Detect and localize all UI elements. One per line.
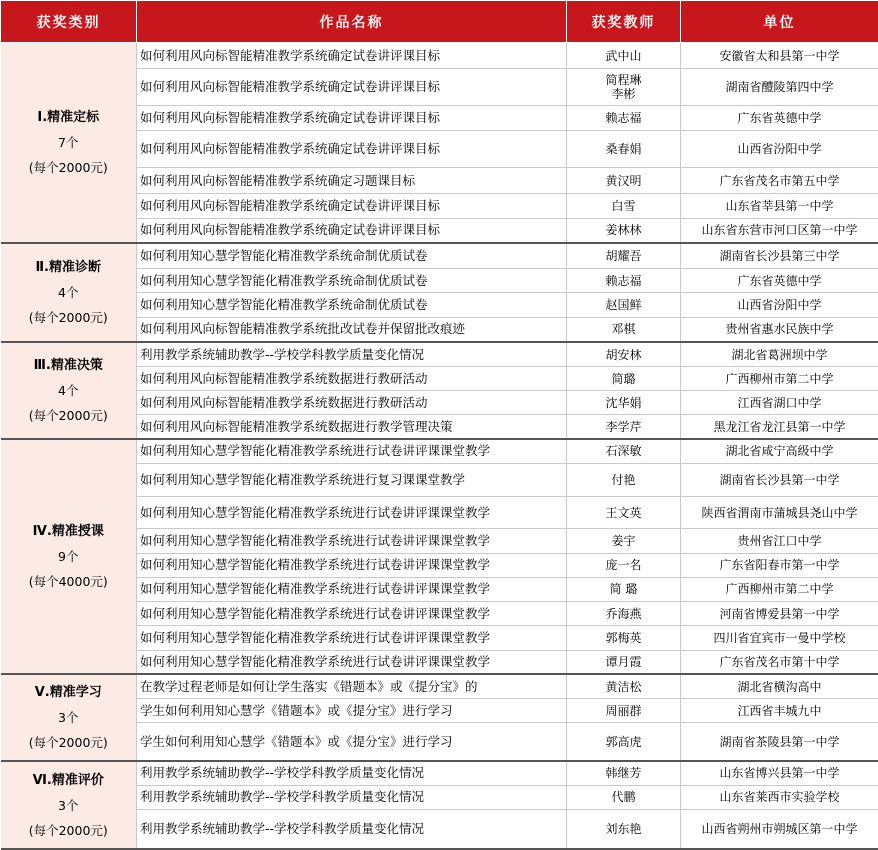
teacher-name: 黄汉明: [567, 168, 681, 194]
unit-name: 山东省莘县第一中学: [681, 194, 878, 218]
teacher-name: 桑春娟: [567, 130, 681, 167]
teacher-name-line: 简程琳: [605, 72, 642, 87]
teacher-name: 胡耀吾: [567, 243, 681, 268]
teacher-name: 武中山: [567, 43, 681, 69]
teacher-name: 庞一名: [567, 553, 681, 577]
unit-name: 湖南省长沙县第一中学: [681, 463, 878, 496]
work-title: 如何利用知心慧学智能化精准教学系统进行复习课课堂教学: [137, 463, 567, 496]
category-cell: [1, 243, 137, 342]
category-cell: [1, 761, 137, 849]
unit-name: 江西省丰城九中: [681, 698, 878, 722]
table-row: [1, 761, 878, 785]
unit-name: 江西省湖口中学: [681, 391, 878, 415]
unit-name: 广东省阳春市第一中学: [681, 553, 878, 577]
work-title: 如何利用风向标智能精准教学系统数据进行教学管理决策: [137, 415, 567, 439]
teacher-name: 沈华娟: [567, 391, 681, 415]
work-title: 利用教学系统辅助教学--学校学科教学质量变化情况: [137, 342, 567, 366]
unit-name: 广东省茂名市第五中学: [681, 168, 878, 194]
work-title: 学生如何利用知心慧学《错题本》或《提分宝》进行学习: [137, 723, 567, 761]
teacher-name: 黄洁松: [567, 674, 681, 698]
category-cell: [1, 342, 137, 439]
unit-name: 广西柳州市第二中学: [681, 577, 878, 601]
unit-name: 湖南省醴陵第四中学: [681, 69, 878, 105]
unit-name: 山西省汾阳中学: [681, 293, 878, 317]
category-prize: (每个2000元): [28, 822, 108, 838]
work-title: 如何利用知心慧学智能化精准教学系统进行试卷讲评课课堂教学: [137, 577, 567, 601]
category-cell: [1, 674, 137, 761]
category-count: 4个: [58, 285, 79, 301]
teacher-name: 王文英: [567, 497, 681, 529]
work-title: 利用教学系统辅助教学--学校学科教学质量变化情况: [137, 761, 567, 785]
category-prize: (每个2000元): [28, 310, 108, 326]
category-name: Ⅲ.精准决策: [33, 358, 103, 374]
work-title: 如何利用知心慧学智能化精准教学系统进行试卷讲评课课堂教学: [137, 553, 567, 577]
work-title: 如何利用知心慧学智能化精准教学系统进行试卷讲评课课堂教学: [137, 529, 567, 553]
unit-name: 广东省茂名市第十中学: [681, 650, 878, 674]
work-title: 如何利用知心慧学智能化精准教学系统命制优质试卷: [137, 269, 567, 293]
unit-name: 广东省英德中学: [681, 105, 878, 130]
unit-name: 山西省汾阳中学: [681, 130, 878, 167]
teacher-name: 胡安林: [567, 342, 681, 366]
work-title: 如何利用知心慧学智能化精准教学系统进行试卷讲评课课堂教学: [137, 439, 567, 463]
table-row: [1, 43, 878, 69]
work-title: 如何利用风向标智能精准教学系统确定试卷讲评课目标: [137, 43, 567, 69]
category-count: 4个: [58, 383, 79, 399]
work-title: 如何利用知心慧学智能化精准教学系统进行试卷讲评课课堂教学: [137, 626, 567, 650]
work-title: 在教学过程老师是如何让学生落实《错题本》或《提分宝》的: [137, 674, 567, 698]
unit-name: 湖南省茶陵县第一中学: [681, 723, 878, 761]
category-prize: (每个2000元): [28, 735, 108, 751]
table-row: [1, 439, 878, 463]
work-title: 如何利用风向标智能精准教学系统确定习题课目标: [137, 168, 567, 194]
teacher-name: [567, 69, 681, 105]
teacher-name: 姜林林: [567, 218, 681, 243]
category-name: Ⅵ.精准评价: [32, 772, 104, 788]
category-cell: [1, 439, 137, 674]
work-title: 如何利用风向标智能精准教学系统数据进行教研活动: [137, 366, 567, 390]
header-work: 作品名称: [137, 1, 567, 43]
teacher-name: 付艳: [567, 463, 681, 496]
table-body: [1, 43, 878, 850]
unit-name: 湖南省长沙县第三中学: [681, 243, 878, 268]
work-title: 利用教学系统辅助教学--学校学科教学质量变化情况: [137, 809, 567, 849]
teacher-name: 白雪: [567, 194, 681, 218]
category-prize: (每个4000元): [28, 574, 108, 590]
unit-name: 湖北省横沟高中: [681, 674, 878, 698]
category-count: 7个: [58, 135, 79, 151]
unit-name: 安徽省太和县第一中学: [681, 43, 878, 69]
table-row: [1, 243, 878, 268]
category-name: Ⅰ.精准定标: [37, 110, 100, 126]
header-teacher: 获奖教师: [567, 1, 681, 43]
teacher-name-line: 李彬: [611, 86, 636, 101]
work-title: 如何利用知心慧学智能化精准教学系统命制优质试卷: [137, 243, 567, 268]
teacher-name: 谭月霞: [567, 650, 681, 674]
category-prize: (每个2000元): [28, 408, 108, 424]
category-name: Ⅱ.精准诊断: [35, 260, 101, 276]
unit-name: 山东省莱西市实验学校: [681, 785, 878, 809]
teacher-name: 李学芹: [567, 415, 681, 439]
unit-name: 贵州省惠水民族中学: [681, 317, 878, 342]
work-title: 如何利用风向标智能精准教学系统确定试卷讲评课目标: [137, 218, 567, 243]
table-row: [1, 342, 878, 366]
work-title: 如何利用风向标智能精准教学系统数据进行教研活动: [137, 391, 567, 415]
teacher-name: 周丽群: [567, 698, 681, 722]
category-count: 9个: [58, 549, 79, 565]
teacher-name: 郭梅英: [567, 626, 681, 650]
work-title: 如何利用风向标智能精准教学系统确定试卷讲评课目标: [137, 105, 567, 130]
work-title: 如何利用风向标智能精准教学系统确定试卷讲评课目标: [137, 130, 567, 167]
unit-name: 山西省朔州市朔城区第一中学: [681, 809, 878, 849]
teacher-name: 简 璐: [567, 577, 681, 601]
unit-name: 陕西省渭南市蒲城县尧山中学: [681, 497, 878, 529]
teacher-name: 赖志福: [567, 105, 681, 130]
teacher-name: 邓棋: [567, 317, 681, 342]
teacher-name: 乔海燕: [567, 602, 681, 626]
category-count: 3个: [58, 797, 79, 813]
category-name: Ⅴ.精准学习: [34, 685, 102, 701]
header-category: 获奖类别: [1, 1, 137, 43]
unit-name: 广西柳州市第二中学: [681, 366, 878, 390]
teacher-name: 石深敏: [567, 439, 681, 463]
teacher-name: 郭高虎: [567, 723, 681, 761]
unit-name: 山东省博兴县第一中学: [681, 761, 878, 785]
teacher-name: 赵国鲜: [567, 293, 681, 317]
unit-name: 湖北省葛洲坝中学: [681, 342, 878, 366]
work-title: 利用教学系统辅助教学--学校学科教学质量变化情况: [137, 785, 567, 809]
unit-name: 黑龙江省龙江县第一中学: [681, 415, 878, 439]
unit-name: 山东省东营市河口区第一中学: [681, 218, 878, 243]
category-prize: (每个2000元): [28, 160, 108, 176]
unit-name: 四川省宜宾市一曼中学校: [681, 626, 878, 650]
category-name: Ⅳ.精准授课: [32, 524, 104, 540]
category-cell: [1, 43, 137, 244]
unit-name: 湖北省咸宁高级中学: [681, 439, 878, 463]
teacher-name: 代鹏: [567, 785, 681, 809]
work-title: 如何利用风向标智能精准教学系统确定试卷讲评课目标: [137, 194, 567, 218]
unit-name: 贵州省江口中学: [681, 529, 878, 553]
work-title: 如何利用风向标智能精准教学系统批改试卷并保留批改痕迹: [137, 317, 567, 342]
category-count: 3个: [58, 710, 79, 726]
work-title: 如何利用知心慧学智能化精准教学系统进行试卷讲评课课堂教学: [137, 650, 567, 674]
work-title: 如何利用风向标智能精准教学系统确定试卷讲评课目标: [137, 69, 567, 105]
work-title: 如何利用知心慧学智能化精准教学系统进行试卷讲评课课堂教学: [137, 497, 567, 529]
unit-name: 广东省英德中学: [681, 269, 878, 293]
unit-name: 河南省博爱县第一中学: [681, 602, 878, 626]
work-title: 如何利用知心慧学智能化精准教学系统命制优质试卷: [137, 293, 567, 317]
table-row: [1, 674, 878, 698]
teacher-name: 刘东艳: [567, 809, 681, 849]
teacher-name: 赖志福: [567, 269, 681, 293]
teacher-name: 简璐: [567, 366, 681, 390]
teacher-name: 姜宇: [567, 529, 681, 553]
table-header: [1, 1, 878, 43]
header-unit: 单位: [681, 1, 878, 43]
teacher-name: 韩继芳: [567, 761, 681, 785]
work-title: 学生如何利用知心慧学《错题本》或《提分宝》进行学习: [137, 698, 567, 722]
work-title: 如何利用知心慧学智能化精准教学系统进行试卷讲评课课堂教学: [137, 602, 567, 626]
